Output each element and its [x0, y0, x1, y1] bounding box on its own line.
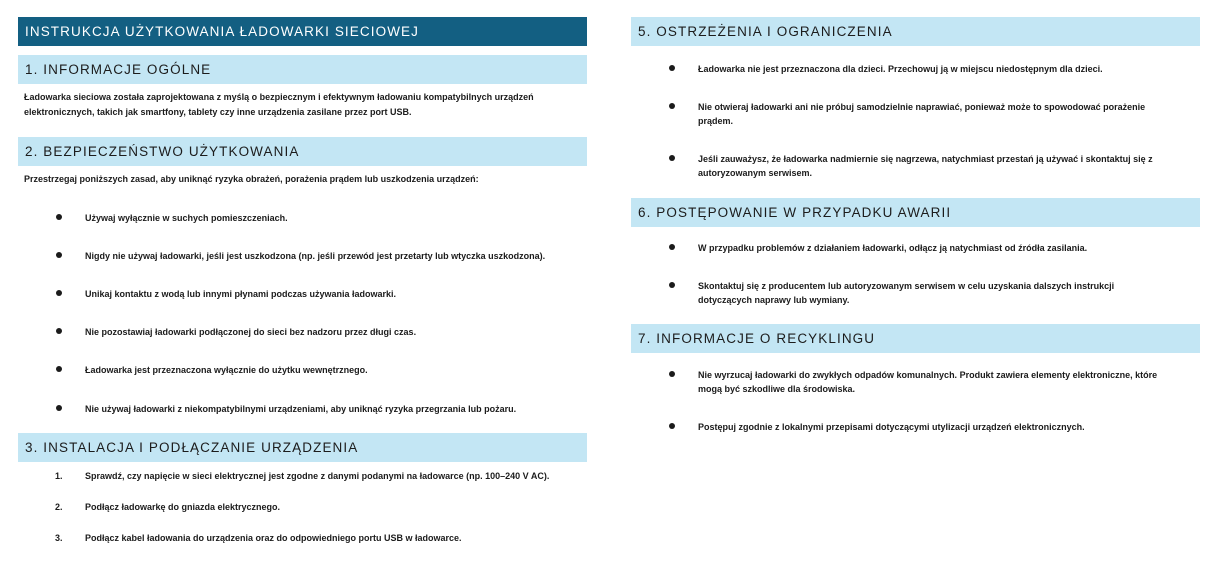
step-number: 2.: [55, 502, 63, 512]
step-number: 3.: [55, 533, 63, 543]
bullet-dot-icon: [56, 252, 62, 258]
bullet-text: Nie używaj ładowarki z niekompatybilnymi urządzeniami, aby uniknąć ryzyka przegrzania lub pożaru.: [85, 404, 517, 414]
bullet-dot-icon: [669, 371, 675, 377]
section-heading-malfunction: 6. POSTĘPOWANIE W PRZYPADKU AWARII: [631, 198, 1200, 227]
bullet-text-line-1: Skontaktuj się z producentem lub autoryzowanym serwisem w celu uzyskania dalszych instrukcji: [698, 281, 1115, 291]
step-number: 1.: [55, 471, 63, 481]
bullet-dot-icon: [56, 328, 62, 334]
bullet-text-line-1: Nie wyrzucaj ładowarki do zwykłych odpadów komunalnych. Produkt zawiera elementy elektroniczne, które: [698, 370, 1158, 380]
step-text: Podłącz kabel ładowania do urządzenia oraz do odpowiedniego portu USB w ładowarce.: [85, 533, 462, 543]
bullet-dot-icon: [56, 366, 62, 372]
bullet-text-line-2: prądem.: [698, 116, 734, 126]
bullet-text-line-2: mogą być szkodliwe dla środowiska.: [698, 384, 856, 394]
bullet-text-line-1: Nie otwieraj ładowarki ani nie próbuj samodzielnie naprawiać, ponieważ może to spowodować porażenie: [698, 102, 1146, 112]
bullet-text: Postępuj zgodnie z lokalnymi przepisami dotyczącymi utylizacji urządzeń elektronicznych.: [698, 422, 1085, 432]
bullet-text: Używaj wyłącznie w suchych pomieszczeniach.: [85, 213, 288, 223]
bullet-text-line-2: autoryzowanym serwisem.: [698, 168, 813, 178]
bullet-text: Unikaj kontaktu z wodą lub innymi płynami podczas używania ładowarki.: [85, 289, 397, 299]
bullet-dot-icon: [669, 65, 675, 71]
bullet-text: Nigdy nie używaj ładowarki, jeśli jest uszkodzona (np. jeśli przewód jest przetarty lub wtyczka uszkodzona).: [85, 251, 546, 261]
bullet-text: W przypadku problemów z działaniem ładowarki, odłącz ją natychmiast od źródła zasilania.: [698, 243, 1088, 253]
step-text: Sprawdź, czy napięcie w sieci elektrycznej jest zgodne z danymi podanymi na ładowarce (np. 100–240 V AC).: [85, 471, 550, 481]
bullet-text: Ładowarka jest przeznaczona wyłącznie do użytku wewnętrznego.: [85, 365, 368, 375]
section-heading-recycling: 7. INFORMACJE O RECYKLINGU: [631, 324, 1200, 353]
bullet-dot-icon: [56, 405, 62, 411]
section-heading-warnings: 5. OSTRZEŻENIA I OGRANICZENIA: [631, 17, 1200, 46]
safety-intro: Przestrzegaj poniższych zasad, aby uniknąć ryzyka obrażeń, porażenia prądem lub uszkodzenia urządzeń:: [24, 174, 479, 184]
bullet-text: Ładowarka nie jest przeznaczona dla dzieci. Przechowuj ją w miejscu niedostępnym dla dzieci.: [698, 64, 1103, 74]
bullet-dot-icon: [669, 155, 675, 161]
document-title: INSTRUKCJA UŻYTKOWANIA ŁADOWARKI SIECIOWEJ: [18, 17, 587, 46]
bullet-text-line-1: Jeśli zauważysz, że ładowarka nadmiernie się nagrzewa, natychmiast przestań ją używać i skontaktuj się z: [698, 154, 1153, 164]
bullet-dot-icon: [56, 290, 62, 296]
bullet-dot-icon: [669, 244, 675, 250]
bullet-dot-icon: [669, 103, 675, 109]
section-heading-general-info: 1. INFORMACJE OGÓLNE: [18, 55, 587, 84]
section-heading-installation: 3. INSTALACJA I PODŁĄCZANIE URZĄDZENIA: [18, 433, 587, 462]
bullet-dot-icon: [669, 423, 675, 429]
bullet-text-line-2: dotyczących naprawy lub wymiany.: [698, 295, 850, 305]
step-text: Podłącz ładowarkę do gniazda elektrycznego.: [85, 502, 281, 512]
bullet-dot-icon: [669, 282, 675, 288]
bullet-text: Nie pozostawiaj ładowarki podłączonej do sieci bez nadzoru przez długi czas.: [85, 327, 417, 337]
general-info-line-2: elektronicznych, takich jak smartfony, tablety czy inne urządzenia zasilane przez port USB.: [24, 107, 412, 117]
general-info-line-1: Ładowarka sieciowa została zaprojektowana z myślą o bezpiecznym i efektywnym ładowaniu kompatybilnych urządzeń: [24, 92, 534, 102]
section-heading-safety: 2. BEZPIECZEŃSTWO UŻYTKOWANIA: [18, 137, 587, 166]
bullet-dot-icon: [56, 214, 62, 220]
